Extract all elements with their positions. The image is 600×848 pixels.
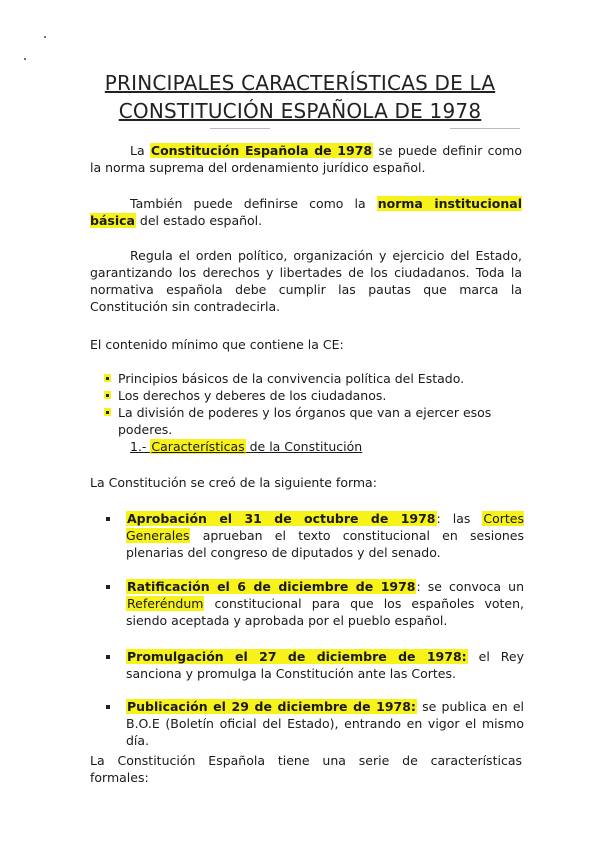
- list-item: Los derechos y deberes de los ciudadanos.: [100, 387, 530, 404]
- paragraph-regulation: Regula el orden político, organización y ejercicio del Estado, garantizando los derechos y libertades de los ciudadanos. Toda la normativa española debe cumplir las pautas que marca la Constitución sin contradecirla.: [90, 248, 522, 314]
- stage-item: Promulgación el 27 de diciembre de 1978: el Rey sanciona y promulga la Constitución ante las Cortes.: [112, 648, 524, 682]
- paragraph-minimum-content: El contenido mínimo que contiene la CE:: [90, 337, 344, 352]
- p2-post: del estado español.: [135, 213, 263, 228]
- paragraph-definition: [90, 142, 522, 176]
- stage-item: Aprobación el 31 de octubre de 1978: las Cortes Generales aprueban el texto constitucional en sesiones plenarias del congreso de diputados y del senado.: [112, 510, 524, 561]
- p1-pre: La: [130, 143, 150, 158]
- scan-artifact: [210, 128, 270, 129]
- paragraph-formal-characteristics: La Constitución Española tiene una serie de características formales:: [90, 753, 522, 785]
- bullet-dot-icon: [106, 655, 110, 659]
- scan-speck: [24, 58, 26, 60]
- bullet-marker-icon: [104, 391, 111, 399]
- list-item: La división de poderes y los órganos que van a ejercer esos poderes.: [100, 404, 530, 421]
- scan-artifact: [450, 128, 520, 129]
- section-rest: de la Constitución: [245, 439, 363, 454]
- p1-post: se puede definir como la norma suprema del ordenamiento jurídico español.: [90, 143, 522, 175]
- p2-highlight: norma institucional básica: [90, 196, 522, 228]
- p2-pre: También puede definirse como la: [130, 196, 377, 211]
- p1-highlight: Constitución Española de 1978: [150, 143, 373, 158]
- title-line-1: PRINCIPALES CARACTERÍSTICAS DE LA: [104, 71, 496, 95]
- bullet-marker-icon: [104, 408, 111, 416]
- bullet-marker-icon: [104, 374, 111, 382]
- stage-item: Ratificación el 6 de diciembre de 1978: se convoca un Referéndum constitucional para que los españoles voten, siendo aceptada y aprobada por el pueblo español.: [112, 578, 524, 629]
- title-line-2: CONSTITUCIÓN ESPAÑOLA DE 1978: [118, 99, 482, 123]
- section-heading: [130, 438, 362, 455]
- list-item: Principios básicos de la convivencia política del Estado.: [100, 370, 530, 387]
- stage-item: Publicación el 29 de diciembre de 1978: se publica en el B.O.E (Boletín oficial del Estado), entrando en vigor el mismo día.: [112, 698, 524, 749]
- paragraph-creation: La Constitución se creó de la siguiente forma:: [90, 475, 377, 490]
- scan-speck: [44, 36, 46, 38]
- bullet-dot-icon: [106, 705, 110, 709]
- bullet-dot-icon: [106, 585, 110, 589]
- bullet-dot-icon: [106, 517, 110, 521]
- paragraph-institutional: [90, 195, 522, 229]
- section-number: 1.-: [130, 439, 151, 454]
- section-highlight: Características: [151, 439, 245, 454]
- content-bullet-list: [100, 370, 530, 437]
